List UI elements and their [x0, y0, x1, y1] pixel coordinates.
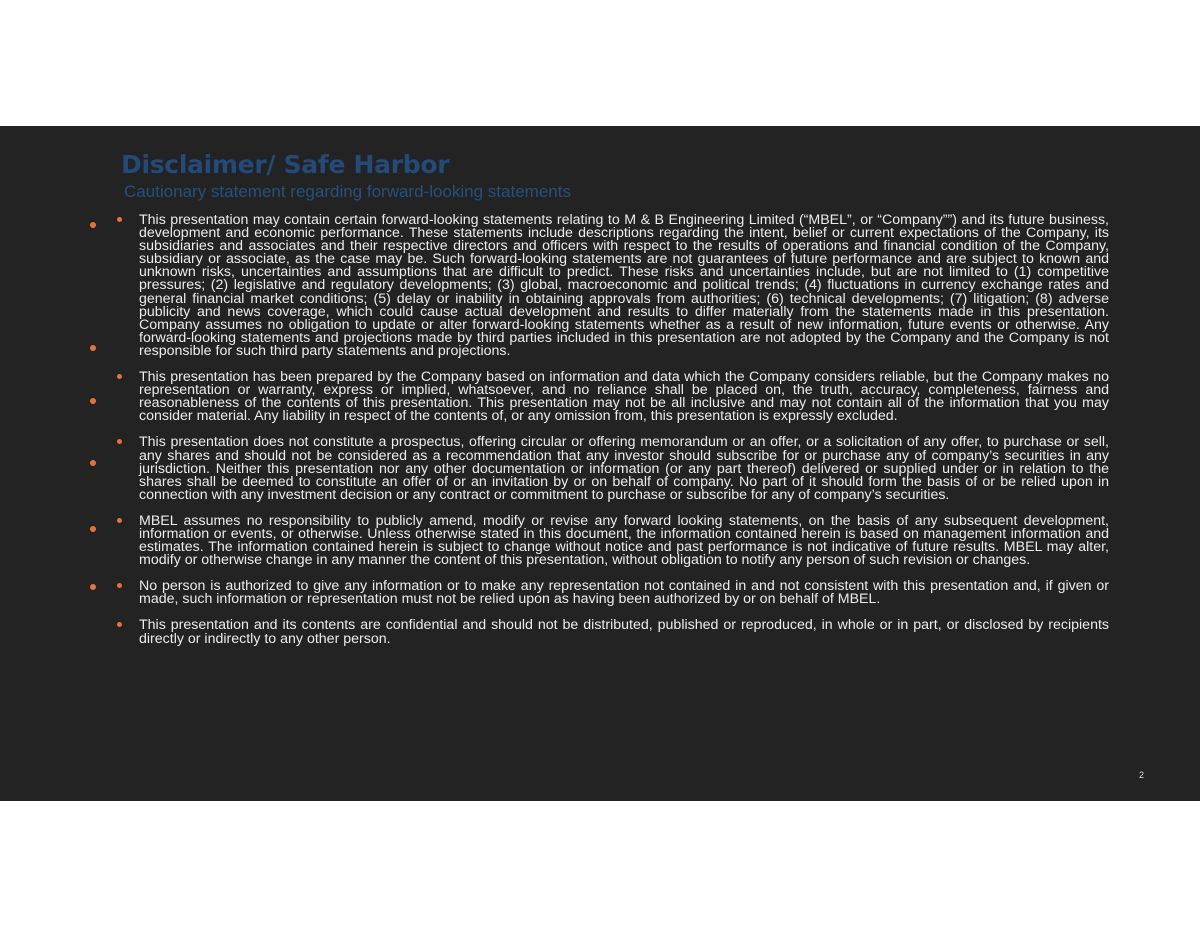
disclaimer-paragraph — [117, 436, 1109, 501]
slide — [0, 126, 1200, 801]
bullet-marker-icon — [117, 518, 122, 523]
bullet-marker-icon — [117, 217, 122, 222]
disclaimer-list — [117, 214, 1109, 659]
bullet-dot-icon — [90, 584, 96, 590]
bullet-dot-icon — [90, 345, 96, 351]
disclaimer-text: This presentation may contain certain forward-looking statements relating to M & B Engineering Limited (“MBEL”, or “Company””) and its future business, development and economic performance. These statements include descriptions regarding the intent, belief or current expectations of the Company, its subsidiaries and associates and their respective directors and officers with respect to the results of operations and financial condition of the Company, subsidiary or associate, as the case may be. Such forward-looking statements are not guarantees of future performance and are subject to known and unknown risks, uncertainties and assumptions that are difficult to predict. These risks and uncertainties include, but are not limited to (1) competitive pressures; (2) legislative and regulatory developments; (3) global, macroeconomic and political trends; (4) fluctuations in currency exchange rates and general financial market conditions; (5) delay or inability in obtaining approvals from authorities; (6) technical developments; (7) litigation; (8) adverse publicity and news coverage, which could cause actual development and results to differ materially from the statements made in this presentation. Company assumes no obligation to update or alter forward-looking statements whether as a result of new information, future events or otherwise. Any forward-looking statements and projections made by third parties included in this presentation are not adopted by the Company and the Company is not responsible for such third party statements and projections. — [139, 212, 1109, 359]
page-number: 2 — [1139, 770, 1145, 780]
bullet-marker-icon — [117, 374, 122, 379]
margin-dot-column — [90, 126, 102, 801]
disclaimer-paragraph — [117, 512, 1109, 569]
disclaimer-text: This presentation does not constitute a prospectus, offering circular or offering memorandum or an offer, or a solicitation of any offer, to purchase or sell, any shares and should not be considered as a recommendation that any investor should subscribe for or purchase any of company’s securities in any jurisdiction. Neither this presentation nor any other documentation or information (or any part thereof) delivered or supplied under or in relation to the shares shall be deemed to constitute an offer of or an invitation by or on behalf of company. No part of it should form the basis of or be relied upon in connection with any investment decision or any contract or commitment to purchase or subscribe for any of company’s securities. — [139, 434, 1109, 503]
bullet-marker-icon — [117, 583, 122, 588]
bullet-dot-icon — [90, 526, 96, 532]
bullet-marker-icon — [117, 439, 122, 444]
disclaimer-text: This presentation has been prepared by the Company based on information and data which the Company considers reliable, but the Company makes no representation or warranty, express or implied, whatsoever, and no reliance shall be placed on, the truth, accuracy, completeness, fairness and reasonableness of the contents of this presentation. This presentation may not be all inclusive and may not contain all of the information that you may consider material. Any liability in respect of the contents of, or any omission from, this presentation is expressly excluded. — [139, 369, 1109, 425]
disclaimer-text: MBEL assumes no responsibility to publicly amend, modify or revise any forward looking statements, on the basis of any subsequent development, information or events, or otherwise. Unless otherwise stated in this document, the information contained herein is based on management information and estimates. The information contained herein is subject to change without notice and past performance is not indicative of future results. MBEL may alter, modify or otherwise change in any manner the content of this presentation, without obligation to notify any person of such revision or changes. — [139, 512, 1109, 569]
bullet-dot-icon — [90, 398, 96, 404]
slide-subtitle: Cautionary statement regarding forward-looking statements — [124, 182, 571, 201]
disclaimer-text: No person is authorized to give any information or to make any representation not contained in and not consistent with this presentation and, if given or made, such information or representation must not be relied upon as having been authorized by or on behalf of MBEL. — [139, 578, 1109, 608]
disclaimer-paragraph — [117, 371, 1109, 423]
bullet-dot-icon — [90, 222, 96, 228]
disclaimer-text: This presentation and its contents are confidential and should not be distributed, published or reproduced, in whole or in part, or disclosed by recipients directly or indirectly to any other person. — [139, 617, 1109, 647]
disclaimer-paragraph — [117, 214, 1109, 358]
disclaimer-paragraph — [117, 619, 1109, 645]
bullet-dot-icon — [90, 460, 96, 466]
disclaimer-paragraph — [117, 580, 1109, 606]
bullet-marker-icon — [117, 622, 122, 627]
slide-title: Disclaimer/ Safe Harbor — [121, 150, 450, 179]
